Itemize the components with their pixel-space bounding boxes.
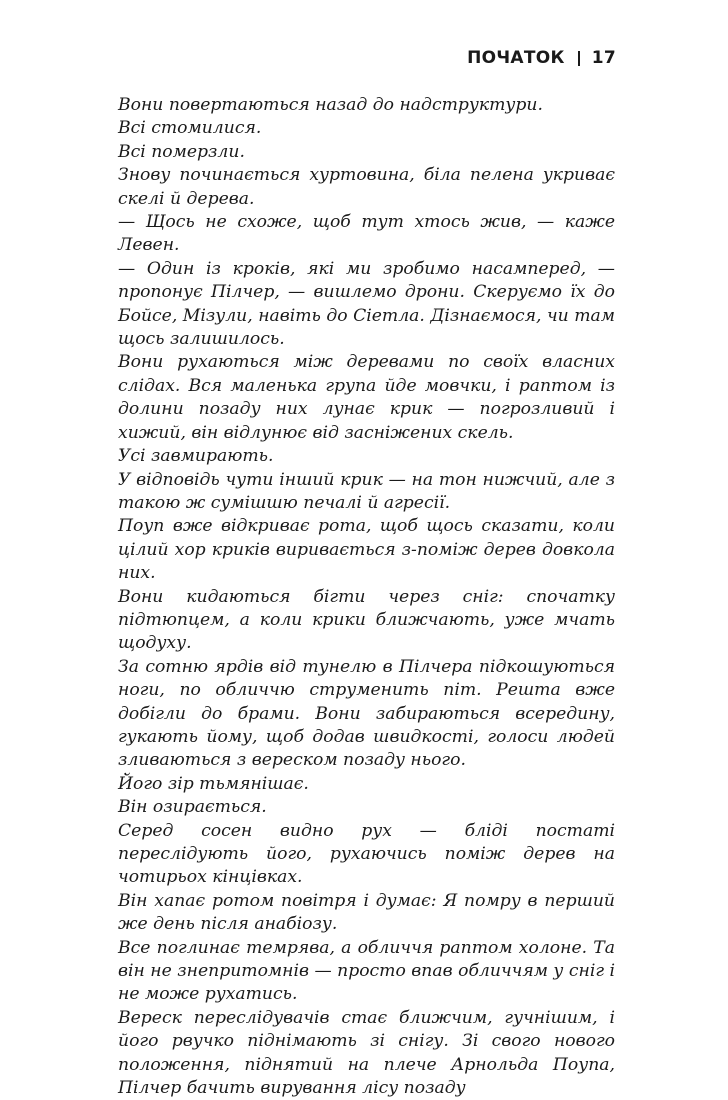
paragraph: Серед сосен видно рух — бліді постаті переслідують його, рухаючись поміж дерев на чотирьох кінцівках. (118, 820, 615, 888)
paragraph: Поуп вже відкриває рота, щоб щось сказати, коли цілий хор криків виривається з-поміж дерев довкола них. (118, 516, 615, 584)
paragraph: Всі померзли. (118, 141, 245, 162)
paragraph: — Щось не схоже, щоб тут хтось жив, — каже Левен. (118, 212, 615, 256)
paragraph: У відповідь чути інший крик — на тон нижчий, але з такою ж сумішшю печалі й агресії. (118, 469, 615, 513)
paragraph: — Один із кроків, які ми зробимо насамперед, — пропонує Пілчер, — вишлемо дрони. Скеруємо їх до Бойсе, Мізули, навіть до Сіетла. Дізнаємося, чи там щось залишилось. (118, 258, 615, 350)
paragraph: Усі завмирають. (118, 446, 274, 467)
paragraph: Все поглинає темрява, а обличчя раптом холоне. Та він не знепритомнів — просто впав обличчям у сніг і не може рухатись. (118, 937, 615, 1005)
header-separator (578, 51, 580, 66)
paragraph: Вони кидаються бігти через сніг: спочатку підтюпцем, а коли крики ближчають, уже мчать щодуху. (118, 586, 615, 654)
section-title: ПОЧАТОК (467, 48, 565, 68)
page-number: 17 (591, 48, 616, 68)
paragraph: За сотню ярдів від тунелю в Пілчера підкошуються ноги, по обличчю струменить піт. Решта вже добігли до брами. Вони забираються всередину, гукають йому, щоб додав швидкості, голоси людей зливаються з вереском позаду нього. (118, 656, 615, 771)
paragraph: Він хапає ротом повітря і думає: Я помру в перший же день після анабіозу. (118, 890, 615, 935)
paragraph: Вони повертаються назад до надструктури. (118, 95, 543, 115)
running-header (467, 48, 616, 68)
body-text (118, 94, 615, 1100)
paragraph: Всі стомилися. (118, 118, 262, 139)
paragraph: Знову починається хуртовина, біла пелена укриває скелі й дерева. (118, 165, 615, 209)
paragraph: Його зір тьмянішає. (118, 773, 309, 794)
paragraph: Вони рухаються між деревами по своїх власних слідах. Вся маленька група йде мовчки, і раптом із долини позаду них лунає крик — погрозливий і хижий, він відлунює від засніжених скель. (118, 352, 615, 443)
paragraph: Він озирається. (118, 797, 267, 818)
paragraph: Вереск переслідувачів стає ближчим, гучнішим, і його рвучко піднімають зі снігу. Зі свого нового положення, піднятий на плече Арнольда Поупа, Пілчер бачить вирування лісу позаду (118, 1007, 615, 1099)
